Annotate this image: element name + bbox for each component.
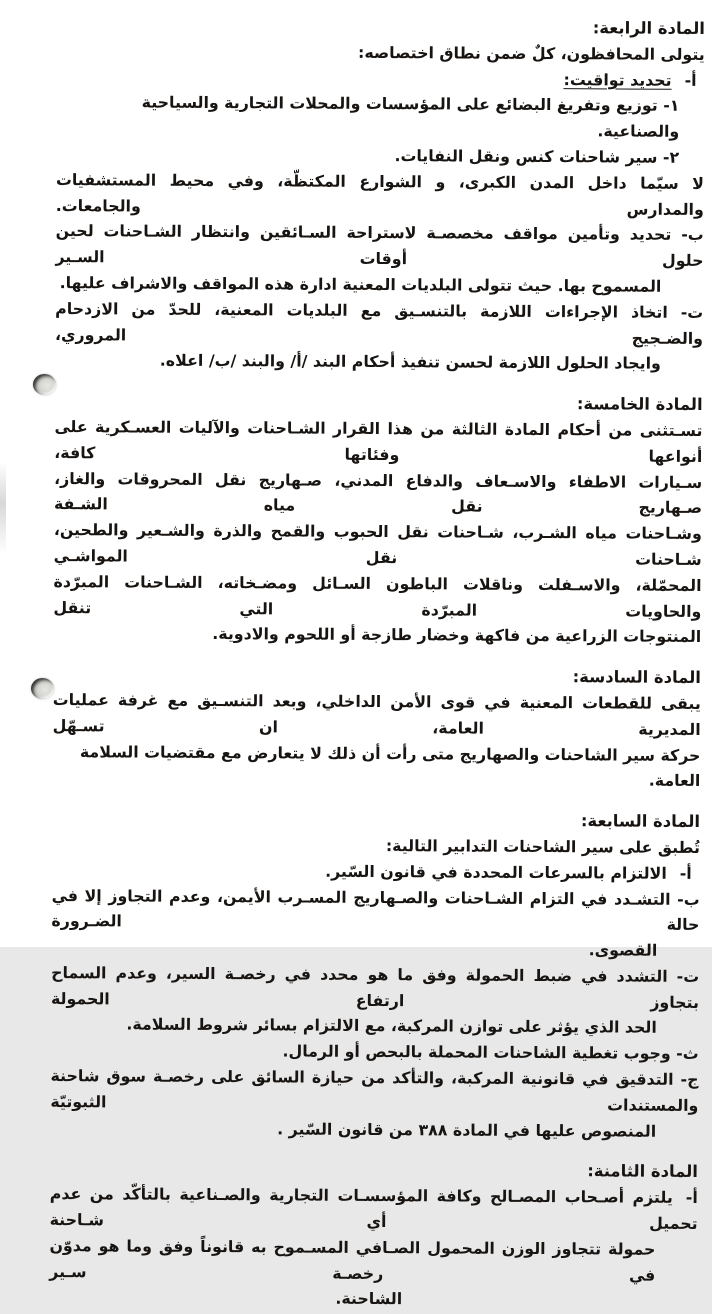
- text-line: وشـاحنات مياه الشـرب، شـاحنات نقل الحبوب والقمح والذرة والشـعير والطحين، شـاحنات نقل المواشـي: [53, 520, 702, 569]
- list-marker: أ-: [684, 70, 697, 90]
- list-marker: أ-: [679, 863, 692, 883]
- text-line: المنتوجات الزراعية من فاكهة وخضار طازجة أو اللحوم والادوية.: [212, 624, 702, 647]
- article-section: [53, 388, 703, 650]
- line-text: تحديد تواقيت:: [563, 69, 672, 90]
- text-line: ت- اتخاذ الإجراءات اللازمة بالتنسـيق مع البلديات المعنية، للحدّ من الازدحام والضـجيج المروري،: [54, 298, 704, 348]
- text-line: سـيارات الاطفاء والاسـعاف والدفاع المدني، صـهاريج نقل المحروقات والغاز، صـهاريج نقل مياه الشـفة: [53, 468, 703, 518]
- text-line: يبقى للقطعات المعنية في قوى الأمن الداخلي، وبعد التنسـيق مع غرفة عمليات المديرية العامة، ان تسـهّل: [52, 689, 701, 739]
- text-line: لا سيّما داخل المدن الكبرى، و الشوارع المكتظّة، وفي محيط المستشفيات والمدارس والجامعات.: [55, 169, 705, 219]
- text-line: يتولى المحافظون، كلٌ ضمن نطاق اختصاصه:: [357, 42, 705, 64]
- text-line: [57, 64, 705, 94]
- article-section: [55, 12, 705, 377]
- article-heading: المادة الرابعة:: [592, 18, 705, 38]
- article-section: [52, 661, 701, 794]
- article-heading: المادة السادسة:: [572, 667, 702, 688]
- text-line: المنصوص عليها في المادة ٣٨٨ من قانون السّير .: [277, 1119, 657, 1141]
- text-line: المحمّلة، والاسـفلت وناقلات الباطون السـائل ومضـخاته، الشـاحنات المبرّدة والحاويات المبرّدة التي تنقل: [53, 571, 702, 621]
- text-line: ب- تحديد وتأمين مواقف مخصصـة لاستراحة السـائقين وانتظار الشـاحنات لحين حلول أوقات السـير: [55, 221, 704, 271]
- text-line: تسـتثنى من أحكام المادة الثالثة من هذا القرار الشـاحنات والآليات العسـكرية على أنواعها وفئاتها كافة،: [54, 416, 703, 466]
- text-line: تُطبق على سير الشاحنات التدابير التالية:: [385, 835, 700, 857]
- article-heading: المادة الثامنة:: [587, 1161, 698, 1182]
- text-line: ث- وجوب تغطية الشاحنات المحملة بالبحص أو الرمال.: [282, 1041, 699, 1064]
- text-line: الحد الذي يؤثر على توازن المركبة، مع الالتزام بسائر شروط السلامة.: [126, 1014, 657, 1038]
- text-line: القصوى.: [588, 940, 658, 960]
- article-section: [50, 805, 700, 1144]
- hole-punch-bottom-icon: [31, 678, 54, 699]
- article-heading: المادة السابعة:: [580, 811, 701, 832]
- text-line: ب- التشـدد في التزام الشـاحنات والصـهاريج المسـرب الأيمن، وعدم التجاوز إلا في حالة الضـرورة: [51, 885, 700, 935]
- article-section: [49, 1155, 698, 1314]
- text-line: ٢- سير شاحنات كنس ونقل النفايات.: [394, 146, 680, 167]
- text-line: ج- التدقيق في قانونية المركبة، والتأكد من حيازة السائق على رخصـة سوق شاحنة والمستندات الثبوتيّة: [50, 1066, 699, 1115]
- text-line: وايجاد الحلول اللازمة لحسن تنفيذ أحكام البند /أ/ والبند /ب/ اعلاه.: [159, 351, 661, 374]
- text-line: حركة سير الشاحنات والصهاريج متى رأت أن ذلك لا يتعارض مع مقتضيات السلامة العامة.: [79, 741, 701, 791]
- article-heading: المادة الخامسة:: [576, 394, 703, 415]
- list-marker: أ-: [685, 1188, 698, 1208]
- text-line: [52, 857, 700, 887]
- text-line: الشاحنة.: [335, 1289, 403, 1309]
- text-line: المسموح بها. حيث تتولى البلديات المعنية ادارة هذه المواقف والاشراف عليها.: [59, 273, 662, 296]
- text-line: [50, 1181, 698, 1237]
- text-line: ١- توزيع وتفريغ البضائع على المؤسسات والمحلات التجارية والسياحية والصناعية.: [141, 92, 680, 142]
- text-line: حمولة تتجاوز الوزن المحمول الصـافي المسـموح به قانوناً وفق وما هو مدوّن في رخصـة سـير: [49, 1235, 656, 1285]
- line-text: يلتزم أصـحاب المصـالح وكافة المؤسسـات التجارية والصـناعية بالتأكّد من عدم تحميل أي شـاحنة: [49, 1184, 698, 1234]
- text-line: ت- التشدد في ضبط الحمولة وفق ما هو محدد في رخصـة السير، وعدم السماح بتجاوز ارتفاع الحمولة: [50, 962, 700, 1012]
- document-text: [49, 12, 705, 1314]
- line-text: الالتزام بالسرعات المحددة في قانون السّير.: [325, 861, 667, 883]
- scan-edge-smudge: [0, 462, 6, 554]
- hole-punch-top-icon: [33, 374, 56, 395]
